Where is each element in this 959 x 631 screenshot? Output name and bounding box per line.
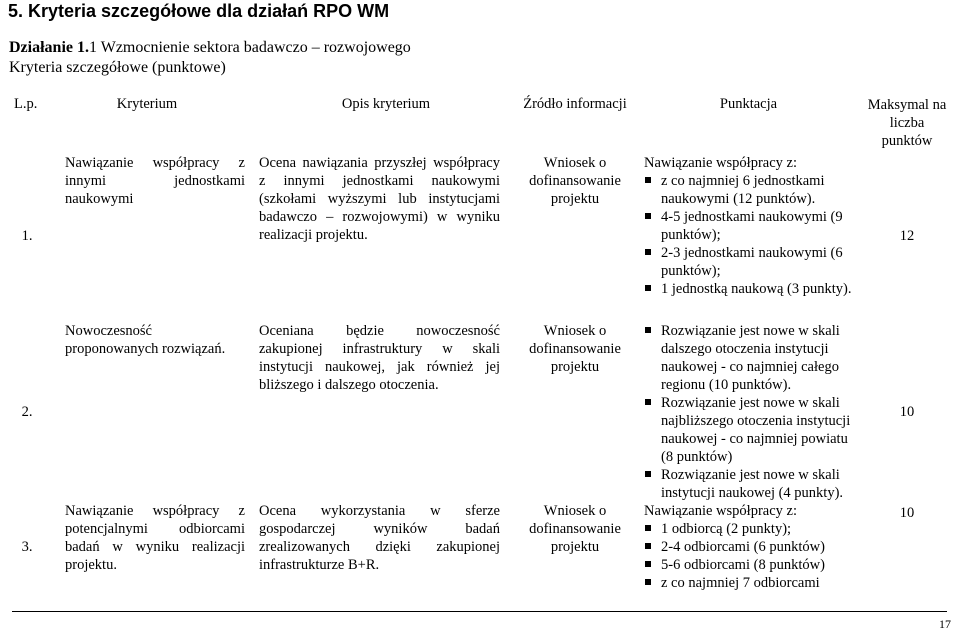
scoring-item (644, 556, 863, 574)
header-kryterium: Kryterium (116, 96, 178, 112)
scoring (630, 322, 867, 502)
criterion-name-text: Nawiązanie współpracy z potencjalnymi odbiorcami badań w wyniku realizacji projektu. (65, 503, 245, 573)
information-source (520, 502, 630, 592)
scoring-item-text: 1 jednostką naukową (3 punkty). (661, 281, 852, 297)
page-number: 17 (939, 617, 951, 631)
criteria-subtitle: Kryteria szczegółowe (punktowe) (9, 59, 226, 76)
square-bullet-icon (645, 213, 651, 219)
scoring-item-text: Rozwiązanie jest nowe w skali instytucji naukowej (4 punkty). (661, 467, 844, 501)
criterion-description-text: Ocena nawiązania przyszłej współpracy z innymi jednostkami naukowymi (szkołami wyższymi lub instytucjami badawczo – rozwojowymi) w wyniku realizacji projektu. (259, 155, 500, 243)
criterion-description (252, 322, 520, 502)
scoring-item-text: 5-6 odbiorcami (8 punktów) (661, 557, 825, 573)
row-number: 1. (21, 228, 33, 244)
square-bullet-icon (645, 561, 651, 567)
criterion-name-text: Nawiązanie współpracy z innymi jednostkami naukowymi (65, 155, 245, 207)
scoring-item-text: 2-4 odbiorcami (6 punktów) (661, 539, 825, 555)
scoring (630, 502, 867, 592)
criterion-description-text: Ocena wykorzystania w sferze gospodarczej wyników badań zrealizowanych dzięki zakupionej infrastrukturze B+R. (259, 503, 500, 573)
header-maks: Maksymal na liczba punktów (867, 97, 947, 149)
max-points: 10 (899, 505, 915, 521)
criteria-table (12, 91, 947, 592)
row-number: 3. (21, 539, 33, 555)
scoring-item-text: 4-5 jednostkami naukowymi (9 punktów); (661, 209, 843, 243)
measure-title-rest: 1 Wzmocnienie sektora badawczo – rozwojowego (89, 39, 411, 56)
measure-title-prefix: Działanie 1. (9, 39, 89, 56)
scoring-list (644, 322, 863, 502)
scoring (630, 150, 867, 322)
scoring-item (644, 520, 863, 538)
header-opis: Opis kryterium (341, 96, 431, 112)
square-bullet-icon (645, 525, 651, 531)
scoring-item (644, 172, 863, 208)
scoring-item (644, 244, 863, 280)
information-source-text: Wniosek o dofinansowanie projektu (529, 155, 621, 207)
square-bullet-icon (645, 177, 651, 183)
table-row (12, 502, 947, 592)
square-bullet-icon (645, 471, 651, 477)
scoring-intro: Nawiązanie współpracy z: (644, 503, 797, 519)
square-bullet-icon (645, 327, 651, 333)
scoring-item-text: z co najmniej 6 jednostkami naukowymi (12 punktów). (661, 173, 825, 207)
scoring-item-text: Rozwiązanie jest nowe w skali dalszego otoczenia instytucji naukowej - co najmniej całego regionu (10 punktów). (661, 323, 840, 393)
row-number: 2. (21, 404, 33, 420)
scoring-item-text: 1 odbiorcą (2 punkty); (661, 521, 792, 537)
criterion-description (252, 502, 520, 592)
square-bullet-icon (645, 399, 651, 405)
header-punktacja: Punktacja (719, 96, 778, 112)
scoring-item (644, 394, 863, 466)
square-bullet-icon (645, 579, 651, 585)
section-heading: 5. Kryteria szczegółowe dla działań RPO WM (8, 1, 390, 21)
table-row (12, 150, 947, 322)
square-bullet-icon (645, 249, 651, 255)
information-source (520, 322, 630, 502)
max-points: 10 (899, 404, 915, 420)
square-bullet-icon (645, 543, 651, 549)
scoring-item-text: z co najmniej 7 odbiorcami (661, 575, 820, 591)
measure-title (9, 38, 411, 57)
header-zrodlo: Źródło informacji (523, 96, 627, 112)
table-row (12, 322, 947, 502)
scoring-item-text: 2-3 jednostkami naukowymi (6 punktów); (661, 245, 843, 279)
criterion-description (252, 150, 520, 322)
max-points: 12 (899, 228, 915, 244)
scoring-item (644, 280, 863, 298)
criterion-description-text: Oceniana będzie nowoczesność zakupionej infrastruktury w skali instytucji naukowej, jak również jej bliższego i dalszego otoczenia. (259, 323, 500, 393)
scoring-item (644, 466, 863, 502)
information-source (520, 150, 630, 322)
scoring-item (644, 208, 863, 244)
scoring-item-text: Rozwiązanie jest nowe w skali najbliższego otoczenia instytucji naukowej - co najmniej powiatu (8 punktów) (661, 395, 851, 465)
information-source-text: Wniosek o dofinansowanie projektu (529, 323, 621, 375)
scoring-item (644, 574, 863, 592)
scoring-item (644, 322, 863, 394)
header-lp: L.p. (14, 96, 38, 112)
scoring-list (644, 520, 863, 592)
scoring-item (644, 538, 863, 556)
criterion-name (42, 322, 252, 502)
square-bullet-icon (645, 285, 651, 291)
criterion-name (42, 150, 252, 322)
footer-divider (12, 611, 947, 612)
scoring-list (644, 172, 863, 298)
criterion-name-text: Nowoczesność proponowanych rozwiązań. (65, 323, 226, 357)
scoring-intro: Nawiązanie współpracy z: (644, 155, 797, 171)
information-source-text: Wniosek o dofinansowanie projektu (529, 503, 621, 555)
criterion-name (42, 502, 252, 592)
table-header-row (12, 91, 947, 150)
